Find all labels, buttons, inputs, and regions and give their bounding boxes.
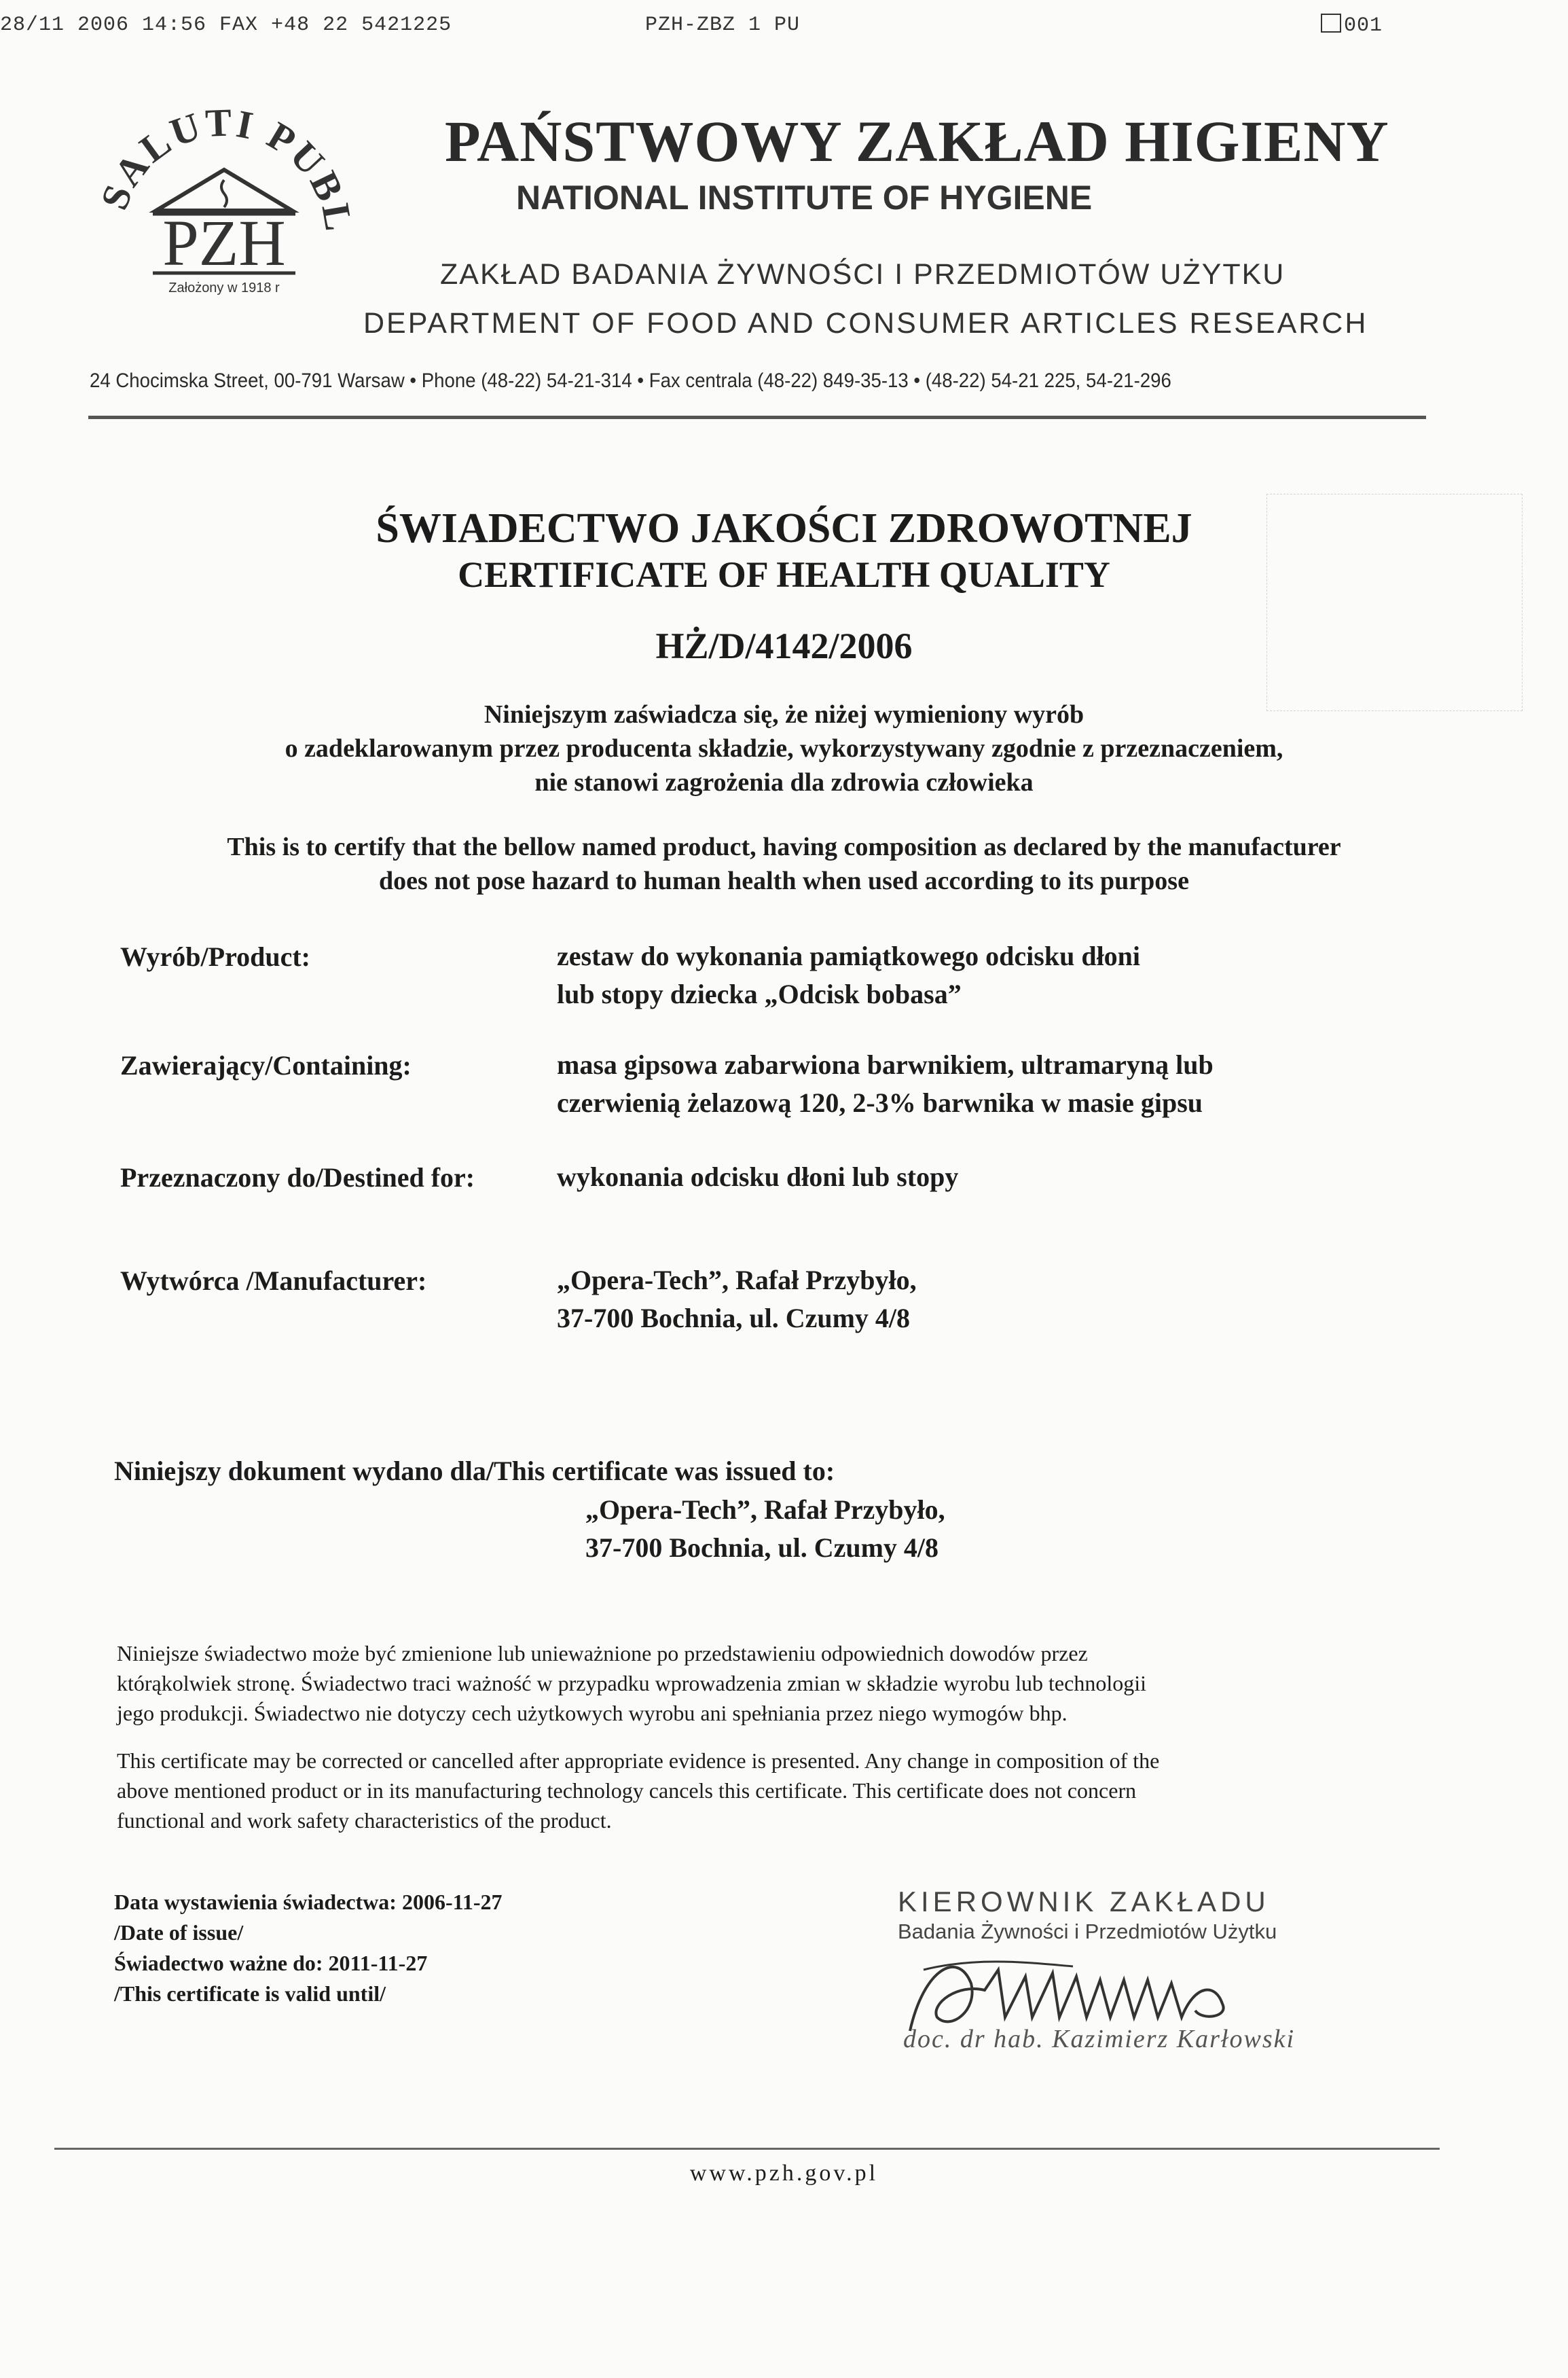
issued-value-line2: 37-700 Bochnia, ul. Czumy 4/8 xyxy=(585,1532,939,1563)
issued-value xyxy=(585,1491,945,1567)
fax-icon xyxy=(1321,14,1341,33)
valid-until-en: /This certificate is valid until/ xyxy=(114,1981,386,2006)
fax-datetime: 28/11 2006 14:56 FAX +48 22 5421225 xyxy=(0,14,452,37)
issued-value-line1: „Opera-Tech”, Rafał Przybyło, xyxy=(585,1494,945,1525)
certificate-title-en: CERTIFICATE OF HEALTH QUALITY xyxy=(458,554,1110,595)
note-en-line1: This certificate may be corrected or cancelled after appropriate evidence is presented. Any change in composition of the xyxy=(117,1748,1160,1773)
containing-label: Zawierający/Containing: xyxy=(120,1050,412,1081)
intro-pl-line2: o zadeklarowanym przez producenta składzie, wykorzystywany zgodnie z przeznaczeniem, xyxy=(285,734,1283,763)
note-pl-line3: jego produkcji. Świadectwo nie dotyczy cech użytkowych wyrobu ani spełniania przez niego wymogów bhp. xyxy=(117,1701,1068,1725)
logo-ring-text: SALUTI PUBL xyxy=(92,102,362,236)
intro-pl-line1: Niniejszym zaświadcza się, że niżej wymieniony wyrób xyxy=(484,700,1084,729)
note-pl-line1: Niniejsze świadectwo może być zmienione lub unieważnione po przedstawieniu odpowiednich dowodów przez xyxy=(117,1641,1088,1665)
note-en xyxy=(117,1746,1407,1835)
destined-value: wykonania odcisku dłoni lub stopy xyxy=(557,1161,959,1192)
fax-sender: PZH-ZBZ 1 PU xyxy=(645,14,801,37)
product-value-line1: zestaw do wykonania pamiątkowego odcisku dłoni xyxy=(557,941,1141,971)
manufacturer-value-line2: 37-700 Bochnia, ul. Czumy 4/8 xyxy=(557,1303,911,1333)
note-pl xyxy=(117,1638,1407,1728)
product-value-line2: lub stopy dziecka „Odcisk bobasa” xyxy=(557,979,962,1009)
intro-en-line2: does not pose hazard to human health when used according to its purpose xyxy=(379,867,1189,895)
signature-title: KIEROWNIK ZAKŁADU xyxy=(898,1886,1270,1917)
product-value xyxy=(557,937,1140,1013)
pzh-logo xyxy=(88,102,373,363)
footer-url: www.pzh.gov.pl xyxy=(689,2161,879,2186)
fax-page-number: 001 xyxy=(1344,14,1383,37)
issued-label: Niniejszy dokument wydano dla/This certificate was issued to: xyxy=(114,1456,835,1486)
containing-value-line1: masa gipsowa zabarwiona barwnikiem, ultramaryną lub xyxy=(557,1049,1214,1080)
institute-name-en: NATIONAL INSTITUTE OF HYGIENE xyxy=(516,179,1093,217)
issue-date: Data wystawienia świadectwa: 2006-11-27 xyxy=(114,1890,503,1914)
product-label: Wyrób/Product: xyxy=(120,941,310,972)
institute-name-pl: PAŃSTWOWY ZAKŁAD HIGIENY xyxy=(445,109,1389,174)
destined-label: Przeznaczony do/Destined for: xyxy=(120,1162,475,1193)
certificate-number: HŻ/D/4142/2006 xyxy=(655,626,913,666)
valid-until: Świadectwo ważne do: 2011-11-27 xyxy=(114,1951,428,1975)
manufacturer-value xyxy=(557,1261,917,1337)
department-pl: ZAKŁAD BADANIA ŻYWNOŚCI I PRZEDMIOTÓW UŻYTKU xyxy=(440,258,1286,291)
signatory-name: doc. dr hab. Kazimierz Karłowski xyxy=(903,2025,1296,2053)
logo-founded: Założony w 1918 r xyxy=(168,281,280,295)
intro-en-line1: This is to certify that the bellow named product, having composition as declared by the manufacturer xyxy=(227,833,1341,861)
manufacturer-label: Wytwórca /Manufacturer: xyxy=(120,1265,427,1296)
footer-divider xyxy=(54,2148,1440,2150)
intro-pl-line3: nie stanowi zagrożenia dla zdrowia człowieka xyxy=(534,768,1034,797)
note-en-line2: above mentioned product or in its manufacturing technology cancels this certificate. This certificate does not concern xyxy=(117,1778,1137,1803)
certificate-title-pl: ŚWIADECTWO JAKOŚCI ZDROWOTNEJ xyxy=(376,505,1192,552)
header-divider xyxy=(88,416,1426,419)
issue-date-en: /Date of issue/ xyxy=(114,1920,244,1945)
logo-abbrev: PZH xyxy=(162,206,286,279)
institute-address: 24 Chocimska Street, 00-791 Warsaw • Phone (48-22) 54-21-314 • Fax centrala (48-22) 849-35-13 • (48-22) 54-21 225, 54-21-296 xyxy=(90,370,1171,392)
department-en: DEPARTMENT OF FOOD AND CONSUMER ARTICLES RESEARCH xyxy=(363,307,1368,340)
note-pl-line2: którąkolwiek stronę. Świadectwo traci ważność w przypadku wprowadzenia zmian w składzie wyrobu lub technologii xyxy=(117,1671,1146,1695)
dates-block xyxy=(114,1887,503,2009)
signature-subtitle: Badania Żywności i Przedmiotów Użytku xyxy=(898,1920,1277,1943)
containing-value xyxy=(557,1046,1214,1122)
manufacturer-value-line1: „Opera-Tech”, Rafał Przybyło, xyxy=(557,1265,917,1295)
fax-page xyxy=(1321,14,1383,37)
containing-value-line2: czerwienią żelazową 120, 2-3% barwnika w masie gipsu xyxy=(557,1087,1203,1118)
note-en-line3: functional and work safety characteristics of the product. xyxy=(117,1808,612,1833)
